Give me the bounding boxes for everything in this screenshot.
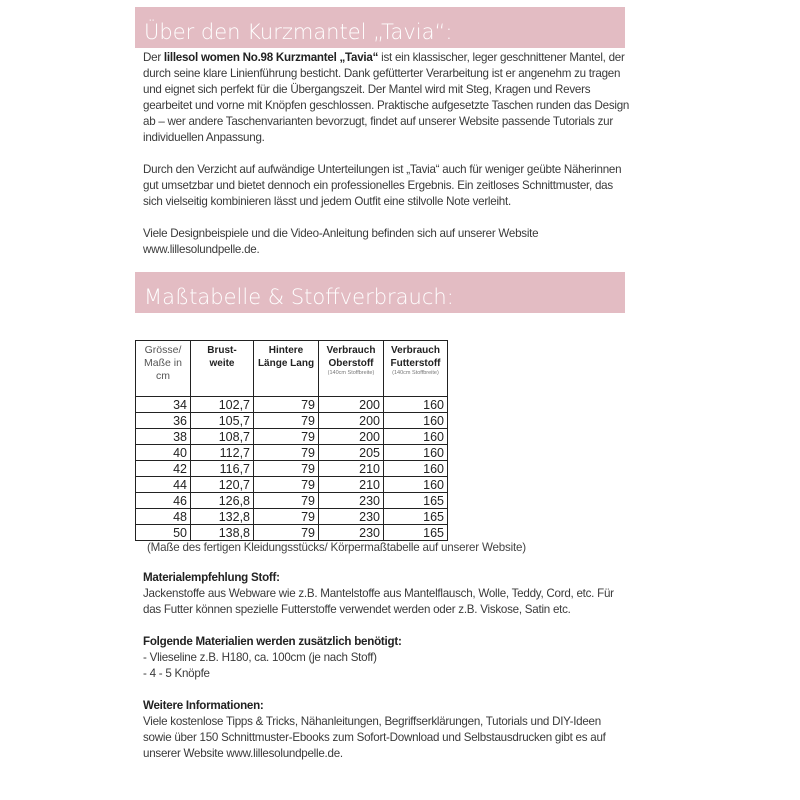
table-cell: 126,8 xyxy=(191,493,254,509)
table-cell: 105,7 xyxy=(191,413,254,429)
extra-title: Folgende Materialien werden zusätzlich benötigt: xyxy=(143,635,402,648)
table-cell: 79 xyxy=(254,461,319,477)
product-name: lillesol women No.98 Kurzmantel „Tavia“ xyxy=(163,51,379,64)
header-label: Verbrauch Futterstoff xyxy=(390,345,441,369)
table-cell: 200 xyxy=(319,413,384,429)
table-note: (Maße des fertigen Kleidungsstücks/ Körpermaßtabelle auf unserer Website) xyxy=(147,541,526,554)
table-cell: 34 xyxy=(136,397,191,413)
table-cell: 79 xyxy=(254,477,319,493)
table-cell: 40 xyxy=(136,445,191,461)
table-cell: 36 xyxy=(136,413,191,429)
material-text: Jackenstoffe aus Webware wie z.B. Mantelstoffe aus Mantelflausch, Wolle, Teddy, Cord, etc. Für das Futter können spezielle Futterstoffe verwendet werden oder z.B. Viskose, Satin etc. xyxy=(143,587,614,616)
table-row xyxy=(136,445,448,461)
extra-item: - Vlieseline z.B. H180, ca. 100cm (je nach Stoff) xyxy=(143,651,377,664)
table-row xyxy=(136,413,448,429)
table-cell: 230 xyxy=(319,509,384,525)
table-cell: 160 xyxy=(384,445,448,461)
text: Der xyxy=(143,51,164,64)
table-cell: 120,7 xyxy=(191,477,254,493)
table-cell: 38 xyxy=(136,429,191,445)
table-cell: 79 xyxy=(254,445,319,461)
about-paragraph-2: Durch den Verzicht auf aufwändige Unterteilungen ist „Tavia“ auch für weniger geübte Näherinnen gut umsetzbar und bietet dennoch ein professionelles Ergebnis. Ein zeitloses Schnittmuster, das sich vielseitig kombinieren lässt und jedem Outfit eine stilvolle Note verleiht. xyxy=(143,163,622,208)
column-header xyxy=(254,341,319,397)
sizes-heading: Maßtabelle & Stoffverbrauch: xyxy=(135,272,625,313)
material-section xyxy=(143,570,631,762)
table-cell: 200 xyxy=(319,397,384,413)
table-cell: 79 xyxy=(254,413,319,429)
table-cell: 79 xyxy=(254,397,319,413)
column-header xyxy=(136,341,191,397)
table-cell: 230 xyxy=(319,525,384,541)
table-cell: 200 xyxy=(319,429,384,445)
table-cell: 138,8 xyxy=(191,525,254,541)
table-cell: 50 xyxy=(136,525,191,541)
table-row xyxy=(136,525,448,541)
header-label: Verbrauch Oberstoff xyxy=(326,345,376,369)
table-cell: 160 xyxy=(384,397,448,413)
table-cell: 165 xyxy=(384,493,448,509)
header-label: Grösse/ Maße in cm xyxy=(144,344,182,382)
table-cell: 160 xyxy=(384,413,448,429)
info-text: Viele kostenlose Tipps & Tricks, Nähanleitungen, Begriffserklärungen, Tutorials und DIY-Ideen sowie über 150 Schnittmuster-Ebooks zum Sofort-Download und Selbstausdrucken gibt es auf unserer Website www.lillesolundpelle.de. xyxy=(143,715,606,760)
table-cell: 102,7 xyxy=(191,397,254,413)
table-cell: 165 xyxy=(384,525,448,541)
size-table xyxy=(135,340,448,541)
material-title: Materialempfehlung Stoff: xyxy=(143,571,280,584)
table-cell: 46 xyxy=(136,493,191,509)
extra-item: - 4 - 5 Knöpfe xyxy=(143,667,210,680)
table-cell: 79 xyxy=(254,509,319,525)
header-sublabel: (140cm Stoffbreite) xyxy=(392,370,439,376)
table-row xyxy=(136,429,448,445)
table-cell: 42 xyxy=(136,461,191,477)
table-cell: 79 xyxy=(254,493,319,509)
table-cell: 108,7 xyxy=(191,429,254,445)
table-cell: 48 xyxy=(136,509,191,525)
text: ist ein klassischer, leger geschnittener Mantel, der durch seine klare Linienführung besticht. Dank gefütterter Verarbeitung ist er angenehm zu tragen und eignet sich perfekt für die Übergangszeit. Der Mantel wird mit Steg, Kragen und Revers gearbeitet und vorne mit Knöpfen geschlossen. Praktische aufgesetzte Taschen runden das Design ab – wer andere Taschenvarianten bevorzugt, findet auf unserer Website passende Tutorials zur individuellen Anpassung. xyxy=(143,51,630,144)
table-cell: 165 xyxy=(384,509,448,525)
table-cell: 210 xyxy=(319,461,384,477)
about-heading: Über den Kurzmantel „Tavia“: xyxy=(135,7,625,48)
table-cell: 79 xyxy=(254,429,319,445)
table-cell: 160 xyxy=(384,429,448,445)
table-cell: 230 xyxy=(319,493,384,509)
table-cell: 160 xyxy=(384,477,448,493)
header-sublabel: (140cm Stoffbreite) xyxy=(327,370,375,376)
table-row xyxy=(136,397,448,413)
about-paragraph-3: Viele Designbeispiele und die Video-Anleitung befinden sich auf unserer Website www.lillesolundpelle.de. xyxy=(143,227,539,256)
table-cell: 44 xyxy=(136,477,191,493)
table-row xyxy=(136,477,448,493)
table-cell: 112,7 xyxy=(191,445,254,461)
table-cell: 116,7 xyxy=(191,461,254,477)
table-cell: 79 xyxy=(254,525,319,541)
table-row xyxy=(136,461,448,477)
info-title: Weitere Informationen: xyxy=(143,699,264,712)
column-header xyxy=(319,341,384,397)
column-header xyxy=(384,341,448,397)
header-label: Brust- weite xyxy=(207,345,237,369)
table-row xyxy=(136,509,448,525)
about-paragraph-1 xyxy=(143,50,631,146)
table-cell: 210 xyxy=(319,477,384,493)
header-label: Hintere Länge Lang xyxy=(257,345,315,369)
table-row xyxy=(136,493,448,509)
table-cell: 132,8 xyxy=(191,509,254,525)
about-text xyxy=(143,50,631,258)
column-header xyxy=(191,341,254,397)
table-cell: 205 xyxy=(319,445,384,461)
table-cell: 160 xyxy=(384,461,448,477)
